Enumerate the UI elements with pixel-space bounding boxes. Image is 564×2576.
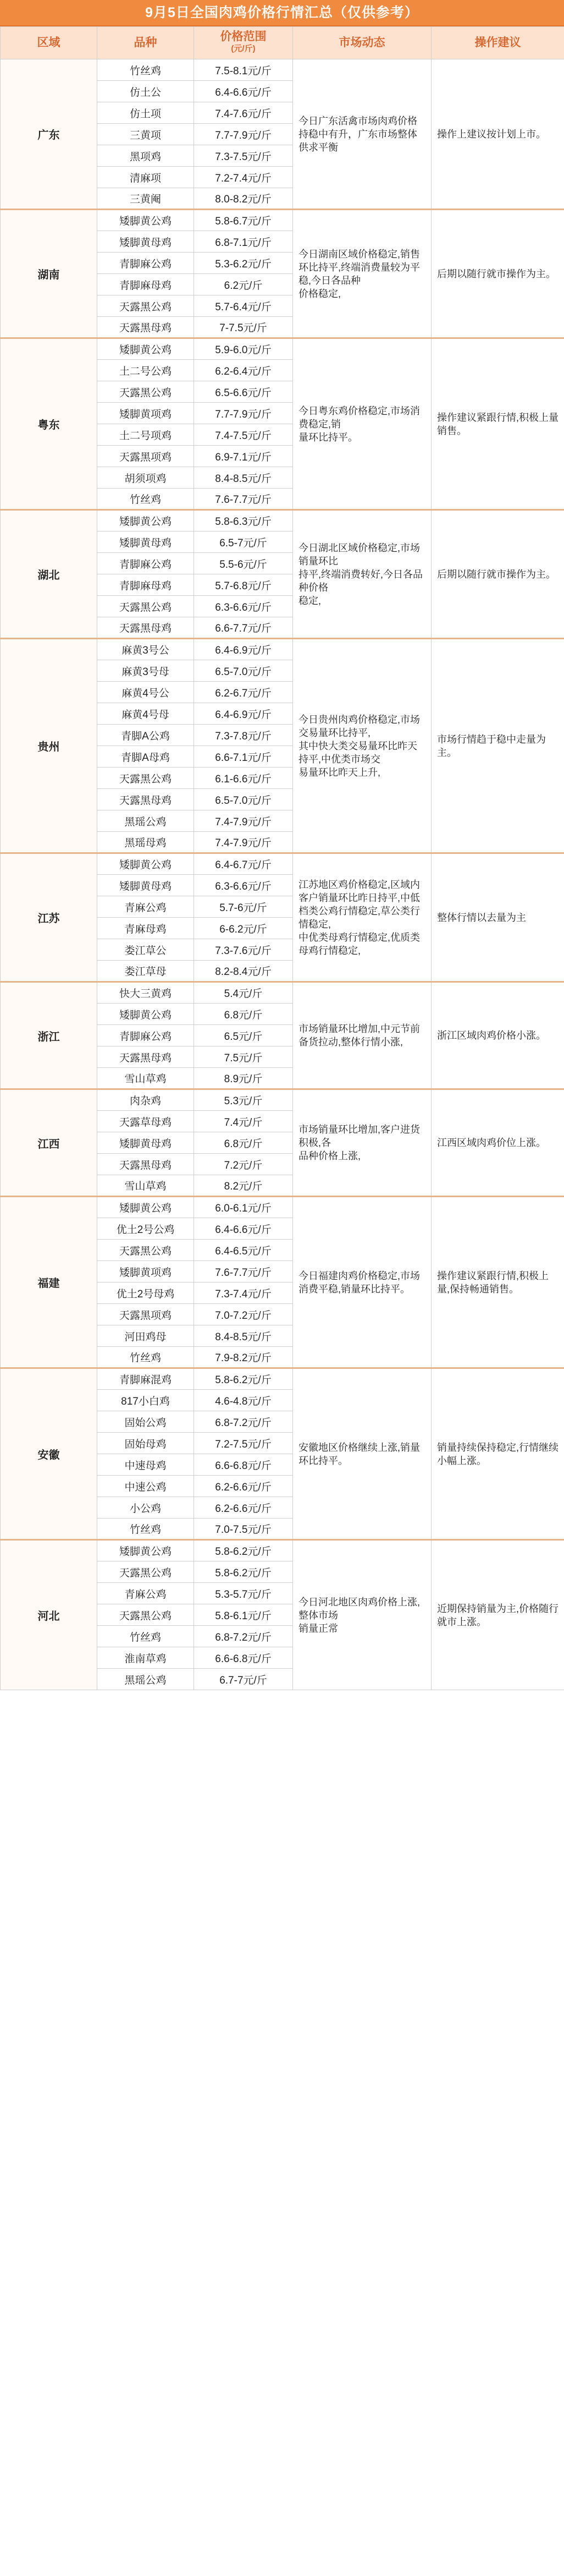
price-cell: 8.0-8.2元/斤 (194, 188, 293, 210)
price-cell: 5.7-6.8元/斤 (194, 574, 293, 596)
region-name: 河北 (1, 1540, 97, 1690)
variety-cell: 麻黄3号公 (97, 639, 194, 660)
price-cell: 6.8-7.2元/斤 (194, 1626, 293, 1647)
market-dynamics: 今日粤东鸡价格稳定,市场消费稳定,销 量环比持平。 (293, 338, 432, 510)
variety-cell: 天露黑项鸡 (97, 1304, 194, 1325)
variety-cell: 三黄项 (97, 124, 194, 145)
price-cell: 7.6-7.7元/斤 (194, 1261, 293, 1282)
price-cell: 8.9元/斤 (194, 1068, 293, 1089)
variety-cell: 青麻公鸡 (97, 896, 194, 918)
price-cell: 6.4-6.6元/斤 (194, 1218, 293, 1240)
table-row (1, 210, 564, 231)
variety-cell: 青脚麻公鸡 (97, 1025, 194, 1046)
price-cell: 6.6-7.7元/斤 (194, 617, 293, 639)
price-cell: 7.4-7.9元/斤 (194, 832, 293, 853)
variety-cell: 中速公鸡 (97, 1476, 194, 1497)
variety-cell: 娄江草母 (97, 961, 194, 982)
price-cell: 6.5元/斤 (194, 1025, 293, 1046)
variety-cell: 三黄阉 (97, 188, 194, 210)
price-cell: 6.6-7.1元/斤 (194, 746, 293, 768)
price-cell: 6.5-7.0元/斤 (194, 789, 293, 810)
variety-cell: 雪山草鸡 (97, 1068, 194, 1089)
price-cell: 7.7-7.9元/斤 (194, 124, 293, 145)
price-cell: 4.6-4.8元/斤 (194, 1390, 293, 1411)
operation-advice: 操作建议紧跟行情,积极上量销售。 (432, 338, 564, 510)
region-name: 江苏 (1, 853, 97, 982)
price-cell: 6.5-6.6元/斤 (194, 381, 293, 403)
variety-cell: 仿土公 (97, 81, 194, 102)
region-name: 湖南 (1, 210, 97, 338)
variety-cell: 817小白鸡 (97, 1390, 194, 1411)
variety-cell: 黑项鸡 (97, 145, 194, 167)
header-advice: 操作建议 (432, 27, 564, 59)
variety-cell: 竹丝鸡 (97, 1519, 194, 1540)
price-table (0, 26, 564, 1690)
variety-cell: 黑瑶公鸡 (97, 1669, 194, 1690)
price-cell: 6.2-6.6元/斤 (194, 1497, 293, 1519)
price-cell: 8.4-8.5元/斤 (194, 1325, 293, 1347)
market-dynamics: 江苏地区鸡价格稳定,区域内客户销量环比昨日持平,中低档类公鸡行情稳定,草公类行情稳定, 中优类母鸡行情稳定,优质类母鸡行情稳定, (293, 853, 432, 982)
price-cell: 6.4-6.7元/斤 (194, 853, 293, 875)
price-cell: 8.2元/斤 (194, 1175, 293, 1197)
variety-cell: 河田鸡母 (97, 1325, 194, 1347)
variety-cell: 天露黑公鸡 (97, 1561, 194, 1583)
price-cell: 7.5元/斤 (194, 1046, 293, 1068)
price-cell: 6-6.2元/斤 (194, 918, 293, 939)
table-row (1, 510, 564, 531)
header-market: 市场动态 (293, 27, 432, 59)
variety-cell: 矮脚黄公鸡 (97, 338, 194, 360)
operation-advice: 后期以随行就市操作为主。 (432, 210, 564, 338)
variety-cell: 小公鸡 (97, 1497, 194, 1519)
region-name: 福建 (1, 1197, 97, 1368)
region-name: 安徽 (1, 1368, 97, 1540)
price-cell: 6.2-6.4元/斤 (194, 360, 293, 381)
price-cell: 7-7.5元/斤 (194, 317, 293, 338)
region-name: 浙江 (1, 982, 97, 1089)
page-title: 9月5日全国肉鸡价格行情汇总（仅供参考） (0, 0, 564, 26)
variety-cell: 胡须项鸡 (97, 467, 194, 489)
variety-cell: 天露黑公鸡 (97, 1604, 194, 1626)
variety-cell: 青脚麻混鸡 (97, 1368, 194, 1390)
variety-cell: 矮脚黄公鸡 (97, 1197, 194, 1218)
table-row (1, 853, 564, 875)
price-cell: 7.6-7.7元/斤 (194, 489, 293, 510)
price-cell: 7.5-8.1元/斤 (194, 59, 293, 81)
price-cell: 6.9-7.1元/斤 (194, 446, 293, 467)
variety-cell: 黑瑶公鸡 (97, 810, 194, 832)
price-cell: 5.9-6.0元/斤 (194, 338, 293, 360)
price-cell: 6.6-6.8元/斤 (194, 1647, 293, 1669)
region-name: 粤东 (1, 338, 97, 510)
price-cell: 6.1-6.6元/斤 (194, 768, 293, 789)
price-cell: 5.4元/斤 (194, 982, 293, 1004)
variety-cell: 矮脚黄公鸡 (97, 1004, 194, 1025)
variety-cell: 快大三黄鸡 (97, 982, 194, 1004)
market-dynamics: 今日湖北区域价格稳定,市场销量环比 持平,终端消费转好,今日各品种价格 稳定, (293, 510, 432, 639)
variety-cell: 矮脚黄母鸡 (97, 231, 194, 253)
market-dynamics: 今日河北地区肉鸡价格上涨,整体市场 销量正常 (293, 1540, 432, 1690)
table-row (1, 59, 564, 81)
variety-cell: 竹丝鸡 (97, 1347, 194, 1368)
table-row (1, 1540, 564, 1561)
variety-cell: 天露黑母鸡 (97, 617, 194, 639)
variety-cell: 淮南草鸡 (97, 1647, 194, 1669)
price-cell: 6.8元/斤 (194, 1132, 293, 1154)
price-cell: 6.8元/斤 (194, 1004, 293, 1025)
variety-cell: 天露黑公鸡 (97, 381, 194, 403)
price-cell: 5.3元/斤 (194, 1089, 293, 1111)
operation-advice: 操作建议紧跟行情,积极上量,保持畅通销售。 (432, 1197, 564, 1368)
price-cell: 8.4-8.5元/斤 (194, 467, 293, 489)
table-row (1, 1197, 564, 1218)
variety-cell: 黑瑶母鸡 (97, 832, 194, 853)
price-cell: 6.5-7.0元/斤 (194, 660, 293, 682)
market-dynamics: 今日贵州肉鸡价格稳定,市场交易量环比持平, 其中快大类交易量环比昨天持平,中优类市场交 易量环比昨天上升, (293, 639, 432, 853)
operation-advice: 操作上建议按计划上市。 (432, 59, 564, 210)
price-cell: 7.3-7.4元/斤 (194, 1282, 293, 1304)
variety-cell: 天露黑公鸡 (97, 596, 194, 617)
price-cell: 5.5-6元/斤 (194, 553, 293, 574)
variety-cell: 土二号公鸡 (97, 360, 194, 381)
variety-cell: 肉杂鸡 (97, 1089, 194, 1111)
table-row (1, 1368, 564, 1390)
variety-cell: 优土2号母鸡 (97, 1282, 194, 1304)
price-cell: 6.4-6.9元/斤 (194, 639, 293, 660)
price-cell: 7.3-7.5元/斤 (194, 145, 293, 167)
table-row (1, 639, 564, 660)
market-dynamics: 市场销量环比增加,客户进货积极,各 品种价格上涨, (293, 1089, 432, 1197)
region-name: 湖北 (1, 510, 97, 639)
price-cell: 7.0-7.5元/斤 (194, 1519, 293, 1540)
variety-cell: 雪山草鸡 (97, 1175, 194, 1197)
variety-cell: 青麻公鸡 (97, 1583, 194, 1604)
variety-cell: 天露黑公鸡 (97, 295, 194, 317)
variety-cell: 天露黑母鸡 (97, 1154, 194, 1175)
price-cell: 6.5-7元/斤 (194, 531, 293, 553)
variety-cell: 矮脚黄项鸡 (97, 1261, 194, 1282)
price-cell: 7.7-7.9元/斤 (194, 403, 293, 424)
variety-cell: 矮脚黄项鸡 (97, 403, 194, 424)
variety-cell: 竹丝鸡 (97, 1626, 194, 1647)
variety-cell: 青麻母鸡 (97, 918, 194, 939)
price-cell: 5.3-5.7元/斤 (194, 1583, 293, 1604)
table-body (1, 59, 564, 1690)
variety-cell: 中速母鸡 (97, 1454, 194, 1476)
table-row (1, 338, 564, 360)
price-cell: 6.4-6.9元/斤 (194, 703, 293, 725)
price-cell: 7.2-7.4元/斤 (194, 167, 293, 188)
variety-cell: 竹丝鸡 (97, 59, 194, 81)
operation-advice: 近期保持销量为主,价格随行就市上涨。 (432, 1540, 564, 1690)
variety-cell: 土二号项鸡 (97, 424, 194, 446)
variety-cell: 仿土项 (97, 102, 194, 124)
price-cell: 8.2-8.4元/斤 (194, 961, 293, 982)
price-cell: 5.7-6.4元/斤 (194, 295, 293, 317)
operation-advice: 后期以随行就市操作为主。 (432, 510, 564, 639)
price-cell: 7.2-7.5元/斤 (194, 1433, 293, 1454)
variety-cell: 青脚麻母鸡 (97, 574, 194, 596)
variety-cell: 麻黄4号公 (97, 682, 194, 703)
variety-cell: 清麻项 (97, 167, 194, 188)
price-cell: 6.8-7.2元/斤 (194, 1411, 293, 1433)
variety-cell: 天露黑公鸡 (97, 1240, 194, 1261)
price-cell: 5.7-6元/斤 (194, 896, 293, 918)
price-cell: 5.3-6.2元/斤 (194, 253, 293, 274)
price-cell: 6.3-6.6元/斤 (194, 596, 293, 617)
price-cell: 7.4元/斤 (194, 1111, 293, 1132)
region-name: 贵州 (1, 639, 97, 853)
price-cell: 6.2-6.7元/斤 (194, 682, 293, 703)
price-cell: 5.8-6.3元/斤 (194, 510, 293, 531)
price-cell: 5.8-6.2元/斤 (194, 1540, 293, 1561)
price-cell: 7.9-8.2元/斤 (194, 1347, 293, 1368)
header-row (1, 27, 564, 59)
price-cell: 5.8-6.1元/斤 (194, 1604, 293, 1626)
variety-cell: 固始公鸡 (97, 1411, 194, 1433)
price-cell: 6.7-7元/斤 (194, 1669, 293, 1690)
variety-cell: 青脚麻公鸡 (97, 553, 194, 574)
header-region: 区域 (1, 27, 97, 59)
variety-cell: 天露黑母鸡 (97, 317, 194, 338)
price-cell: 5.8-6.2元/斤 (194, 1561, 293, 1583)
variety-cell: 天露黑公鸡 (97, 768, 194, 789)
price-cell: 7.0-7.2元/斤 (194, 1304, 293, 1325)
operation-advice: 销量持续保持稳定,行情继续小幅上涨。 (432, 1368, 564, 1540)
price-cell: 5.8-6.7元/斤 (194, 210, 293, 231)
region-name: 广东 (1, 59, 97, 210)
variety-cell: 青脚麻母鸡 (97, 274, 194, 295)
price-cell: 7.4-7.6元/斤 (194, 102, 293, 124)
variety-cell: 矮脚黄母鸡 (97, 531, 194, 553)
price-cell: 7.3-7.8元/斤 (194, 725, 293, 746)
variety-cell: 天露黑母鸡 (97, 1046, 194, 1068)
variety-cell: 青脚麻公鸡 (97, 253, 194, 274)
price-cell: 6.4-6.6元/斤 (194, 81, 293, 102)
variety-cell: 麻黄4号母 (97, 703, 194, 725)
variety-cell: 矮脚黄公鸡 (97, 1540, 194, 1561)
operation-advice: 市场行情趋于稳中走量为主。 (432, 639, 564, 853)
variety-cell: 青脚A公鸡 (97, 725, 194, 746)
variety-cell: 矮脚黄母鸡 (97, 1132, 194, 1154)
price-cell: 7.4-7.5元/斤 (194, 424, 293, 446)
header-price (194, 27, 293, 59)
price-cell: 6.8-7.1元/斤 (194, 231, 293, 253)
table-row (1, 1089, 564, 1111)
variety-cell: 天露黑项鸡 (97, 446, 194, 467)
operation-advice: 江西区域肉鸡价位上涨。 (432, 1089, 564, 1197)
variety-cell: 天露黑母鸡 (97, 789, 194, 810)
operation-advice: 整体行情以去量为主 (432, 853, 564, 982)
price-cell: 5.8-6.2元/斤 (194, 1368, 293, 1390)
price-cell: 6.2-6.6元/斤 (194, 1476, 293, 1497)
market-dynamics: 市场销量环比增加,中元节前备货拉动,整体行情小涨, (293, 982, 432, 1089)
variety-cell: 矮脚黄公鸡 (97, 210, 194, 231)
price-cell: 7.2元/斤 (194, 1154, 293, 1175)
table-row (1, 982, 564, 1004)
variety-cell: 固始母鸡 (97, 1433, 194, 1454)
price-cell: 6.2元/斤 (194, 274, 293, 295)
region-name: 江西 (1, 1089, 97, 1197)
variety-cell: 竹丝鸡 (97, 489, 194, 510)
operation-advice: 浙江区域肉鸡价格小涨。 (432, 982, 564, 1089)
price-cell: 6.0-6.1元/斤 (194, 1197, 293, 1218)
variety-cell: 娄江草公 (97, 939, 194, 961)
market-dynamics: 今日广东活禽市场肉鸡价格持稳中有升，广东市场整体供求平衡 (293, 59, 432, 210)
variety-cell: 麻黄3号母 (97, 660, 194, 682)
market-dynamics: 今日福建肉鸡价格稳定,市场消费平稳,销量环比持平。 (293, 1197, 432, 1368)
header-price-unit: (元/斤) (231, 44, 256, 53)
variety-cell: 矮脚黄母鸡 (97, 875, 194, 896)
price-cell: 7.3-7.6元/斤 (194, 939, 293, 961)
header-variety: 品种 (97, 27, 194, 59)
price-cell: 6.6-6.8元/斤 (194, 1454, 293, 1476)
variety-cell: 优土2号公鸡 (97, 1218, 194, 1240)
price-cell: 6.3-6.6元/斤 (194, 875, 293, 896)
header-price-label: 价格范围 (220, 30, 267, 43)
market-dynamics: 今日湖南区域价格稳定,销售环比持平,终端消费量较为平稳,今日各品种 价格稳定, (293, 210, 432, 338)
price-cell: 6.4-6.5元/斤 (194, 1240, 293, 1261)
variety-cell: 青脚A母鸡 (97, 746, 194, 768)
price-cell: 7.4-7.9元/斤 (194, 810, 293, 832)
variety-cell: 矮脚黄公鸡 (97, 510, 194, 531)
variety-cell: 天露草母鸡 (97, 1111, 194, 1132)
market-dynamics: 安徽地区价格继续上涨,销量环比持平。 (293, 1368, 432, 1540)
variety-cell: 矮脚黄公鸡 (97, 853, 194, 875)
